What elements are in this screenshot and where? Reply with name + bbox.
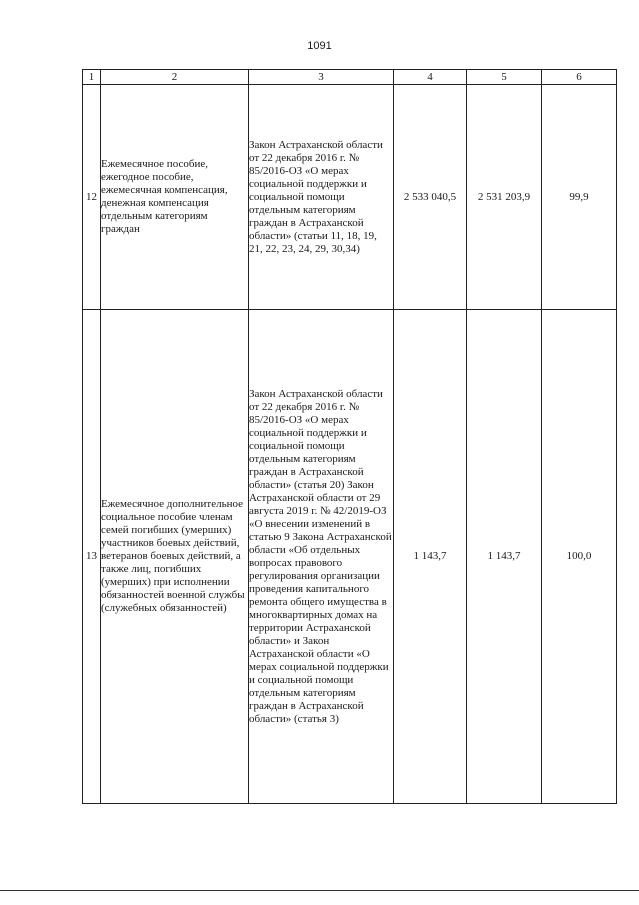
row-number: 13	[83, 310, 101, 804]
header-col-2: 2	[101, 70, 249, 85]
planned-amount: 1 143,7	[394, 310, 467, 804]
header-col-4: 4	[394, 70, 467, 85]
page-number: 1091	[307, 40, 332, 52]
execution-percent: 99,9	[542, 85, 617, 310]
payment-name: Ежемесячное пособие, ежегодное пособие, ежемесячная компенсация, денежная компенсация отдельным категориям граждан	[101, 85, 249, 310]
table-row	[83, 310, 617, 804]
header-col-5: 5	[467, 70, 542, 85]
legal-basis: Закон Астраханской области от 22 декабря 2016 г. № 85/2016-ОЗ «О мерах социальной поддержки и социальной помощи отдельным категориям граждан в Астраханской области» (статья 20) Закон Астраханской области от 29 августа 2019 г. № 42/2019-ОЗ «О внесении изменений в статью 9 Закона Астраханской области «Об отдельных вопросах правового регулирования организации проведения капитального ремонта общего имущества в многоквартирных домах на территории Астраханской области» и Закон Астраханской области «О мерах социальной поддержки и социальной помощи отдельным категориям граждан в Астраханской области» (статья 3)	[249, 310, 394, 804]
header-row	[83, 70, 617, 85]
execution-percent: 100,0	[542, 310, 617, 804]
data-table	[82, 69, 617, 804]
header-col-3: 3	[249, 70, 394, 85]
payment-name: Ежемесячное дополнительное социальное пособие членам семей погибших (умерших) участников боевых действий, ветеранов боевых действий, а также лиц, погибших (умерших) при исполнении обязанностей военной службы (служебных обязанностей)	[101, 310, 249, 804]
row-number: 12	[83, 85, 101, 310]
actual-amount: 2 531 203,9	[467, 85, 542, 310]
header-col-1: 1	[83, 70, 101, 85]
header-col-6: 6	[542, 70, 617, 85]
actual-amount: 1 143,7	[467, 310, 542, 804]
planned-amount: 2 533 040,5	[394, 85, 467, 310]
bottom-rule	[0, 890, 639, 891]
legal-basis: Закон Астраханской области от 22 декабря 2016 г. № 85/2016-ОЗ «О мерах социальной поддержки и социальной помощи отдельным категориям граждан в Астраханской области» (статьи 11, 18, 19, 21, 22, 23, 24, 29, 30,34)	[249, 85, 394, 310]
table-row	[83, 85, 617, 310]
